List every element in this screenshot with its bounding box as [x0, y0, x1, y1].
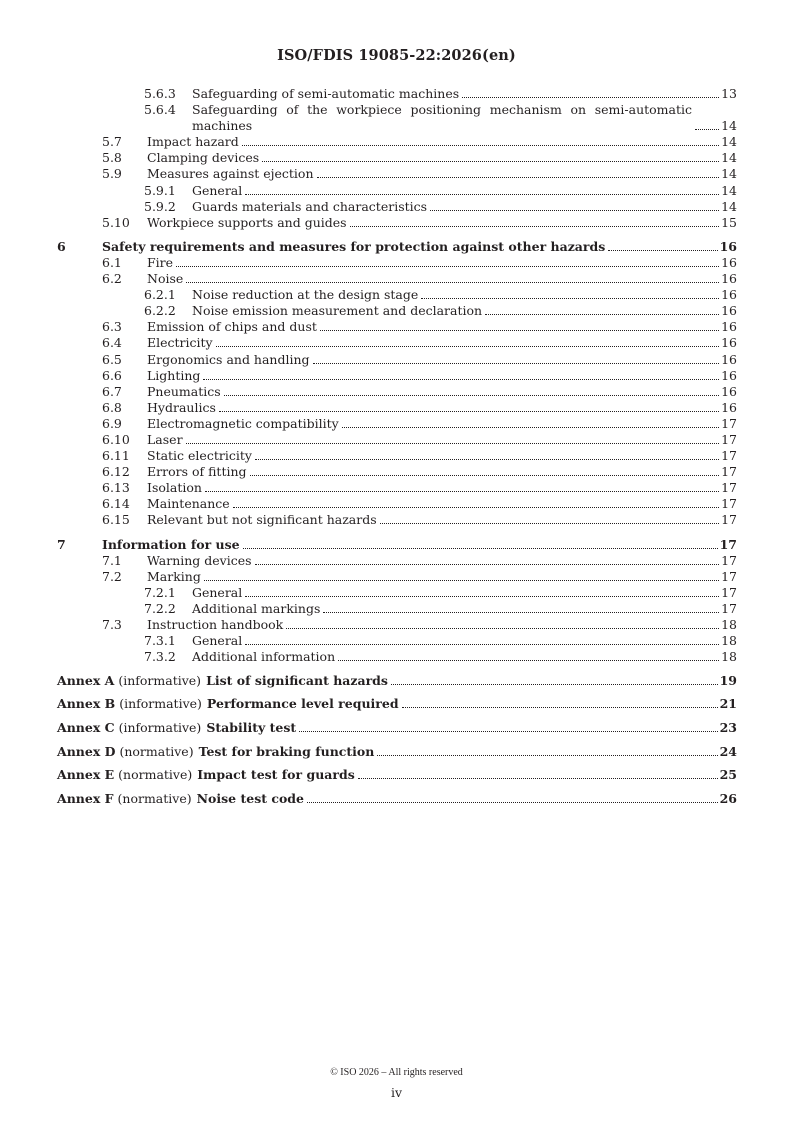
toc-number: 6.14 — [102, 496, 130, 512]
toc-number: 6.15 — [102, 512, 130, 528]
toc-entry[interactable] — [57, 183, 737, 199]
toc-number: 7.3 — [102, 617, 122, 632]
toc-entry[interactable] — [57, 150, 737, 166]
toc-page: 16 — [721, 271, 737, 287]
leader-dots — [421, 287, 719, 299]
toc-title: General — [192, 182, 243, 198]
toc-title: Emission of chips and dust — [147, 319, 317, 335]
leader-dots — [320, 319, 719, 331]
toc-entry[interactable] — [57, 649, 737, 665]
toc-number: 6.3 — [102, 319, 122, 335]
annex-page: 24 — [719, 743, 737, 759]
toc-page: 17 — [721, 496, 737, 512]
toc-entry[interactable] — [57, 617, 737, 633]
toc-title: Additional information — [192, 649, 336, 665]
toc-title: Noise reduction at the design stage — [192, 287, 419, 303]
toc-number: 6.9 — [102, 415, 122, 431]
toc-title: Noise emission measurement and declaration — [192, 303, 483, 319]
leader-dots — [255, 553, 719, 565]
toc-number: 6.4 — [102, 335, 122, 351]
annex-title: Test for braking function — [198, 743, 375, 759]
toc-number: 6.12 — [102, 464, 130, 480]
toc-entry[interactable] — [57, 496, 737, 512]
toc-title: Guards materials and characteristics — [192, 198, 428, 214]
toc-number: 7.2 — [102, 568, 122, 584]
annex-label: Annex E — [57, 767, 115, 783]
toc-title: Safeguarding of semi-automatic machines — [192, 86, 460, 101]
toc-entry[interactable] — [57, 352, 737, 368]
leader-dots — [402, 696, 718, 708]
toc-page: 16 — [721, 303, 737, 319]
leader-dots — [307, 791, 718, 803]
leader-dots — [250, 464, 719, 476]
toc-entry[interactable] — [57, 384, 737, 400]
annex-title: Noise test code — [196, 790, 304, 806]
toc-page: 18 — [721, 617, 737, 632]
annex-page: 19 — [719, 672, 737, 688]
toc-title: Marking — [147, 568, 201, 584]
toc-entry[interactable] — [57, 585, 737, 601]
toc-number: 6.5 — [102, 351, 122, 367]
toc-number: 6.2 — [102, 271, 122, 287]
toc-page: 17 — [721, 464, 737, 480]
annex-type: (normative) — [119, 743, 194, 759]
toc-page: 16 — [721, 335, 737, 351]
toc-title: Impact hazard — [147, 134, 239, 150]
toc-title: Lighting — [147, 367, 201, 383]
toc-page: 17 — [721, 568, 737, 584]
toc-page: 14 — [721, 134, 737, 150]
toc-number: 7.1 — [102, 552, 122, 568]
leader-dots — [391, 673, 718, 685]
toc-entry[interactable] — [57, 86, 737, 102]
toc-title: Clamping devices — [147, 150, 260, 166]
toc-number: 5.8 — [102, 150, 122, 166]
leader-dots — [317, 166, 719, 178]
toc-number: 5.6.4 — [144, 102, 176, 118]
leader-dots — [186, 271, 719, 283]
toc-title: Relevant but not significant hazards — [147, 512, 377, 528]
annex-type: (informative) — [118, 719, 202, 735]
toc-title: Additional markings — [192, 600, 321, 616]
toc-title: Errors of fitting — [147, 464, 247, 480]
toc-page: 16 — [719, 238, 737, 254]
leader-dots — [377, 744, 717, 756]
toc-entry[interactable] — [57, 553, 737, 569]
toc-title: Isolation — [147, 480, 202, 496]
toc-title: Safety requirements and measures for protection against other hazards — [102, 238, 606, 254]
annex-title: List of significant hazards — [206, 672, 388, 688]
leader-dots — [286, 617, 719, 629]
toc-number: 7.3.1 — [144, 633, 176, 649]
leader-dots — [338, 649, 719, 661]
toc-page: 14 — [721, 118, 737, 134]
annex-type: (normative) — [117, 790, 192, 806]
toc-entry[interactable] — [57, 569, 737, 585]
toc-number: 6.1 — [102, 254, 122, 270]
toc-entry[interactable] — [57, 464, 737, 480]
leader-dots — [224, 384, 719, 396]
toc-entry[interactable] — [57, 199, 737, 215]
annex-page: 26 — [719, 790, 737, 806]
toc-page: 17 — [721, 431, 737, 447]
toc-title: Measures against ejection — [147, 166, 314, 182]
leader-dots — [342, 416, 719, 428]
toc-page: 16 — [721, 399, 737, 415]
toc-page: 14 — [721, 182, 737, 198]
toc-title: Hydraulics — [147, 399, 216, 415]
toc-annex-entry[interactable] — [57, 791, 737, 807]
leader-dots — [216, 335, 719, 347]
leader-dots — [255, 448, 719, 460]
leader-dots — [243, 537, 718, 549]
annex-type: (informative) — [119, 696, 202, 712]
annex-title: Performance level required — [206, 696, 399, 712]
leader-dots — [462, 86, 719, 98]
toc-entry[interactable] — [57, 512, 737, 528]
toc-entry[interactable] — [57, 400, 737, 416]
annex-page: 25 — [719, 767, 737, 783]
toc-page: 17 — [721, 448, 737, 464]
toc-page: 17 — [721, 480, 737, 496]
document-header: ISO/FDIS 19085-22:2026(en) — [277, 47, 516, 64]
toc-number: 6 — [57, 238, 66, 254]
toc-entry[interactable] — [57, 102, 737, 134]
leader-dots — [203, 368, 719, 380]
toc-entry[interactable] — [57, 166, 737, 182]
leader-dots — [299, 720, 717, 732]
toc-page: 13 — [721, 86, 737, 101]
leader-dots — [219, 400, 719, 412]
toc-number: 6.2.2 — [144, 303, 176, 319]
leader-dots — [245, 183, 719, 195]
toc-title: Maintenance — [147, 496, 230, 512]
leader-dots — [262, 150, 719, 162]
toc-title: Instruction handbook — [147, 617, 284, 632]
toc-entry[interactable] — [57, 448, 737, 464]
toc-entry[interactable] — [57, 287, 737, 303]
annex-page: 23 — [719, 719, 737, 735]
toc-title: Pneumatics — [147, 383, 221, 399]
toc-number: 5.6.3 — [144, 86, 176, 101]
toc-page: 18 — [721, 633, 737, 649]
toc-title: Electricity — [147, 335, 213, 351]
toc-entry[interactable] — [57, 239, 737, 255]
toc-entry[interactable] — [57, 303, 737, 319]
toc-page: 14 — [721, 150, 737, 166]
toc-title: Warning devices — [147, 552, 252, 568]
toc-title: Static electricity — [147, 448, 252, 464]
toc-page: 16 — [721, 367, 737, 383]
annex-label: Annex C — [57, 719, 115, 735]
toc-number: 7.2.2 — [144, 600, 176, 616]
toc-page: 16 — [721, 254, 737, 270]
toc-page: 17 — [721, 584, 737, 600]
annex-label: Annex F — [57, 790, 114, 806]
toc-page: 17 — [719, 536, 737, 552]
leader-dots — [695, 118, 719, 130]
leader-dots — [233, 496, 719, 508]
toc-number: 6.10 — [102, 431, 130, 447]
toc-entry[interactable] — [57, 432, 737, 448]
annex-title: Stability test — [206, 719, 297, 735]
leader-dots — [350, 215, 719, 227]
toc-title: Electromagnetic compatibility — [147, 415, 339, 431]
page-number: iv — [390, 1085, 403, 1100]
leader-dots — [358, 767, 718, 779]
toc-page: 16 — [721, 383, 737, 399]
toc-page: 17 — [721, 600, 737, 616]
toc-number: 5.9.2 — [144, 198, 176, 214]
toc-page: 16 — [721, 287, 737, 303]
toc-number: 6.8 — [102, 399, 122, 415]
leader-dots — [608, 239, 717, 251]
copyright-notice: © ISO 2026 – All rights reserved — [330, 1067, 463, 1078]
toc-number: 6.6 — [102, 367, 122, 383]
leader-dots — [204, 569, 719, 581]
toc-entry[interactable] — [57, 134, 737, 150]
toc-title: Workpiece supports and guides — [147, 214, 347, 230]
leader-dots — [430, 199, 719, 211]
leader-dots — [380, 512, 719, 524]
toc-annex-entry[interactable] — [57, 673, 737, 689]
toc-number: 7.3.2 — [144, 649, 176, 665]
toc-title: General — [192, 584, 243, 600]
toc-number: 5.9 — [102, 166, 122, 182]
toc-entry[interactable] — [57, 537, 737, 553]
leader-dots — [186, 432, 719, 444]
leader-dots — [245, 585, 719, 597]
toc-page: 16 — [721, 319, 737, 335]
toc-number: 6.13 — [102, 480, 130, 496]
toc-page: 14 — [721, 198, 737, 214]
toc-title: General — [192, 633, 243, 649]
leader-dots — [176, 255, 719, 267]
leader-dots — [313, 352, 719, 364]
toc-number: 7.2.1 — [144, 584, 176, 600]
toc-annex-entry[interactable] — [57, 696, 737, 712]
toc-page: 17 — [721, 512, 737, 528]
toc-page: 15 — [721, 214, 737, 230]
toc-number: 5.7 — [102, 134, 122, 150]
annex-label: Annex B — [57, 696, 116, 712]
annex-page: 21 — [719, 696, 737, 712]
toc-number: 5.9.1 — [144, 182, 176, 198]
toc-page: 14 — [721, 166, 737, 182]
annex-label: Annex A — [57, 672, 115, 688]
toc-entry[interactable] — [57, 215, 737, 231]
toc-page: 17 — [721, 552, 737, 568]
annex-type: (informative) — [118, 672, 202, 688]
leader-dots — [245, 633, 719, 645]
toc-number: 6.2.1 — [144, 287, 176, 303]
toc-page: 17 — [721, 415, 737, 431]
leader-dots — [205, 480, 719, 492]
toc-title: Ergonomics and handling — [147, 351, 310, 367]
toc-number: 7 — [57, 536, 66, 552]
toc-number: 5.10 — [102, 214, 130, 230]
toc-annex-entry[interactable] — [57, 744, 737, 760]
toc-page: 16 — [721, 351, 737, 367]
toc-entry[interactable] — [57, 335, 737, 351]
toc-entry[interactable] — [57, 601, 737, 617]
toc-entry[interactable] — [57, 319, 737, 335]
annex-type: (normative) — [118, 767, 193, 783]
leader-dots — [323, 601, 719, 613]
annex-label: Annex D — [57, 743, 116, 759]
toc-annex-entry[interactable] — [57, 720, 737, 736]
toc-number: 6.7 — [102, 383, 122, 399]
toc-entry[interactable] — [57, 633, 737, 649]
toc-title: Information for use — [102, 536, 240, 552]
toc-title: Fire — [147, 254, 174, 270]
toc-annex-entry[interactable] — [57, 767, 737, 783]
toc-title: Laser — [147, 431, 183, 447]
table-of-contents — [57, 86, 737, 807]
toc-entry[interactable] — [57, 416, 737, 432]
toc-entry[interactable] — [57, 255, 737, 271]
toc-page: 18 — [721, 649, 737, 665]
leader-dots — [485, 303, 719, 315]
toc-title: Noise — [147, 271, 184, 287]
leader-dots — [242, 134, 719, 146]
toc-entry[interactable] — [57, 368, 737, 384]
toc-number: 6.11 — [102, 448, 130, 464]
annex-title: Impact test for guards — [197, 767, 355, 783]
toc-entry[interactable] — [57, 271, 737, 287]
toc-entry[interactable] — [57, 480, 737, 496]
toc-title: Safeguarding of the workpiece positioning mechanism on semi-automatic machines — [192, 102, 692, 134]
